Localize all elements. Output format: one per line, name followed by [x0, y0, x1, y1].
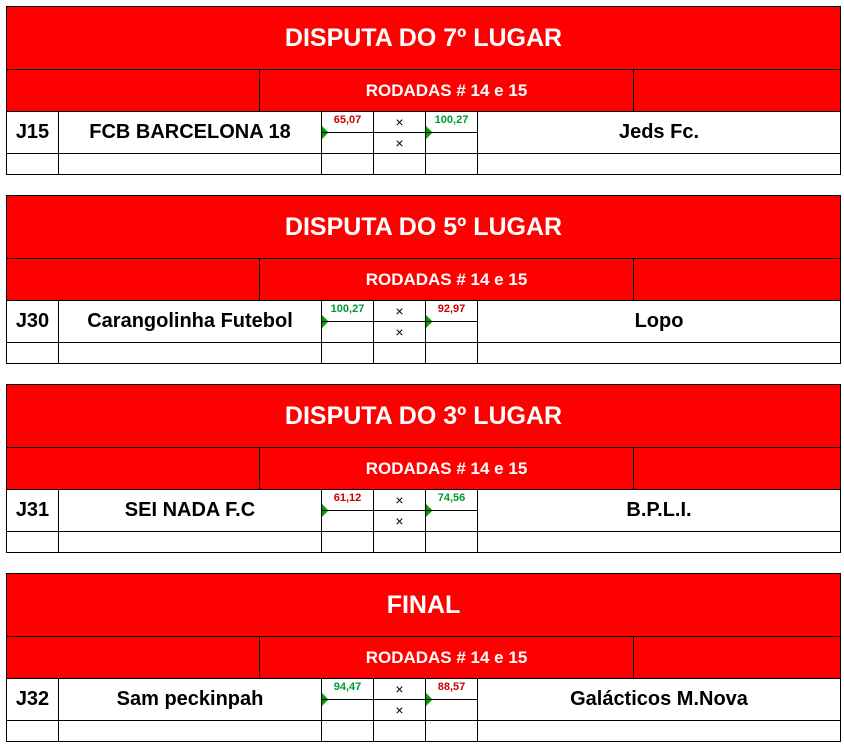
- rounds-label[interactable]: RODADAS # 14 e 15: [259, 636, 634, 679]
- away-score[interactable]: [425, 111, 478, 133]
- comment-marker-icon: [426, 700, 432, 706]
- away-score[interactable]: [425, 300, 478, 322]
- home-score-value: 94,47: [333, 681, 362, 693]
- home-team[interactable]: FCB BARCELONA 18: [58, 111, 322, 154]
- home-score[interactable]: [321, 111, 374, 133]
- comment-marker-icon: [322, 322, 328, 328]
- home-score-value: 100,27: [330, 303, 365, 315]
- empty-cell[interactable]: [321, 531, 374, 553]
- empty-cell[interactable]: [477, 531, 841, 553]
- empty-cell[interactable]: [373, 342, 426, 364]
- away-score-lower-cell[interactable]: [425, 321, 478, 343]
- empty-cell[interactable]: [321, 720, 374, 742]
- rounds-left-cell[interactable]: [6, 258, 260, 301]
- match-code[interactable]: J32: [6, 678, 59, 721]
- empty-cell[interactable]: [425, 531, 478, 553]
- rounds-right-cell[interactable]: [633, 69, 841, 112]
- match-block: [6, 6, 841, 175]
- comment-marker-icon: [426, 322, 432, 328]
- home-score[interactable]: [321, 300, 374, 322]
- away-score-lower-cell[interactable]: [425, 510, 478, 532]
- versus-mark[interactable]: ×: [373, 699, 426, 721]
- empty-cell[interactable]: [477, 720, 841, 742]
- versus-mark[interactable]: ×: [373, 510, 426, 532]
- rounds-right-cell[interactable]: [633, 447, 841, 490]
- home-score-lower-cell[interactable]: [321, 510, 374, 532]
- versus-mark[interactable]: ×: [373, 132, 426, 154]
- versus-mark[interactable]: ×: [373, 321, 426, 343]
- home-score[interactable]: [321, 489, 374, 511]
- rounds-label[interactable]: RODADAS # 14 e 15: [259, 258, 634, 301]
- empty-cell[interactable]: [6, 531, 59, 553]
- empty-cell[interactable]: [373, 531, 426, 553]
- empty-cell[interactable]: [6, 153, 59, 175]
- rounds-label[interactable]: RODADAS # 14 e 15: [259, 447, 634, 490]
- home-score-lower-cell[interactable]: [321, 132, 374, 154]
- home-score[interactable]: [321, 678, 374, 700]
- rounds-right-cell[interactable]: [633, 258, 841, 301]
- empty-cell[interactable]: [58, 531, 322, 553]
- comment-marker-icon: [322, 133, 328, 139]
- match-code[interactable]: J31: [6, 489, 59, 532]
- comment-marker-icon: [322, 700, 328, 706]
- rounds-left-cell[interactable]: [6, 636, 260, 679]
- match-title: DISPUTA DO 3º LUGAR: [6, 384, 841, 448]
- comment-marker-icon: [426, 133, 432, 139]
- empty-cell[interactable]: [477, 153, 841, 175]
- empty-cell[interactable]: [321, 153, 374, 175]
- empty-cell[interactable]: [425, 153, 478, 175]
- away-team[interactable]: Galácticos M.Nova: [477, 678, 841, 721]
- empty-cell[interactable]: [6, 720, 59, 742]
- empty-cell[interactable]: [58, 342, 322, 364]
- away-score[interactable]: [425, 489, 478, 511]
- match-block: [6, 573, 841, 742]
- comment-marker-icon: [322, 511, 328, 517]
- rounds-right-cell[interactable]: [633, 636, 841, 679]
- away-score-value: 74,56: [437, 492, 466, 504]
- home-score-value: 61,12: [333, 492, 362, 504]
- away-team[interactable]: B.P.L.I.: [477, 489, 841, 532]
- match-code[interactable]: J15: [6, 111, 59, 154]
- empty-cell[interactable]: [373, 153, 426, 175]
- away-score-value: 100,27: [434, 114, 469, 126]
- home-team[interactable]: Sam peckinpah: [58, 678, 322, 721]
- versus-mark[interactable]: ×: [373, 300, 426, 322]
- empty-cell[interactable]: [425, 342, 478, 364]
- match-block: [6, 195, 841, 364]
- match-code[interactable]: J30: [6, 300, 59, 343]
- empty-cell[interactable]: [6, 342, 59, 364]
- versus-mark[interactable]: ×: [373, 678, 426, 700]
- away-score-value: 88,57: [437, 681, 466, 693]
- home-team[interactable]: Carangolinha Futebol: [58, 300, 322, 343]
- match-title: DISPUTA DO 5º LUGAR: [6, 195, 841, 259]
- rounds-left-cell[interactable]: [6, 69, 260, 112]
- away-score[interactable]: [425, 678, 478, 700]
- match-block: [6, 384, 841, 553]
- empty-cell[interactable]: [58, 720, 322, 742]
- empty-cell[interactable]: [425, 720, 478, 742]
- match-title: DISPUTA DO 7º LUGAR: [6, 6, 841, 70]
- rounds-label[interactable]: RODADAS # 14 e 15: [259, 69, 634, 112]
- empty-cell[interactable]: [321, 342, 374, 364]
- away-score-value: 92,97: [437, 303, 466, 315]
- away-score-lower-cell[interactable]: [425, 132, 478, 154]
- home-score-value: 65,07: [333, 114, 362, 126]
- home-score-lower-cell[interactable]: [321, 321, 374, 343]
- away-team[interactable]: Lopo: [477, 300, 841, 343]
- comment-marker-icon: [426, 511, 432, 517]
- away-team[interactable]: Jeds Fc.: [477, 111, 841, 154]
- home-team[interactable]: SEI NADA F.C: [58, 489, 322, 532]
- empty-cell[interactable]: [373, 720, 426, 742]
- match-title: FINAL: [6, 573, 841, 637]
- versus-mark[interactable]: ×: [373, 489, 426, 511]
- home-score-lower-cell[interactable]: [321, 699, 374, 721]
- empty-cell[interactable]: [477, 342, 841, 364]
- away-score-lower-cell[interactable]: [425, 699, 478, 721]
- versus-mark[interactable]: ×: [373, 111, 426, 133]
- empty-cell[interactable]: [58, 153, 322, 175]
- rounds-left-cell[interactable]: [6, 447, 260, 490]
